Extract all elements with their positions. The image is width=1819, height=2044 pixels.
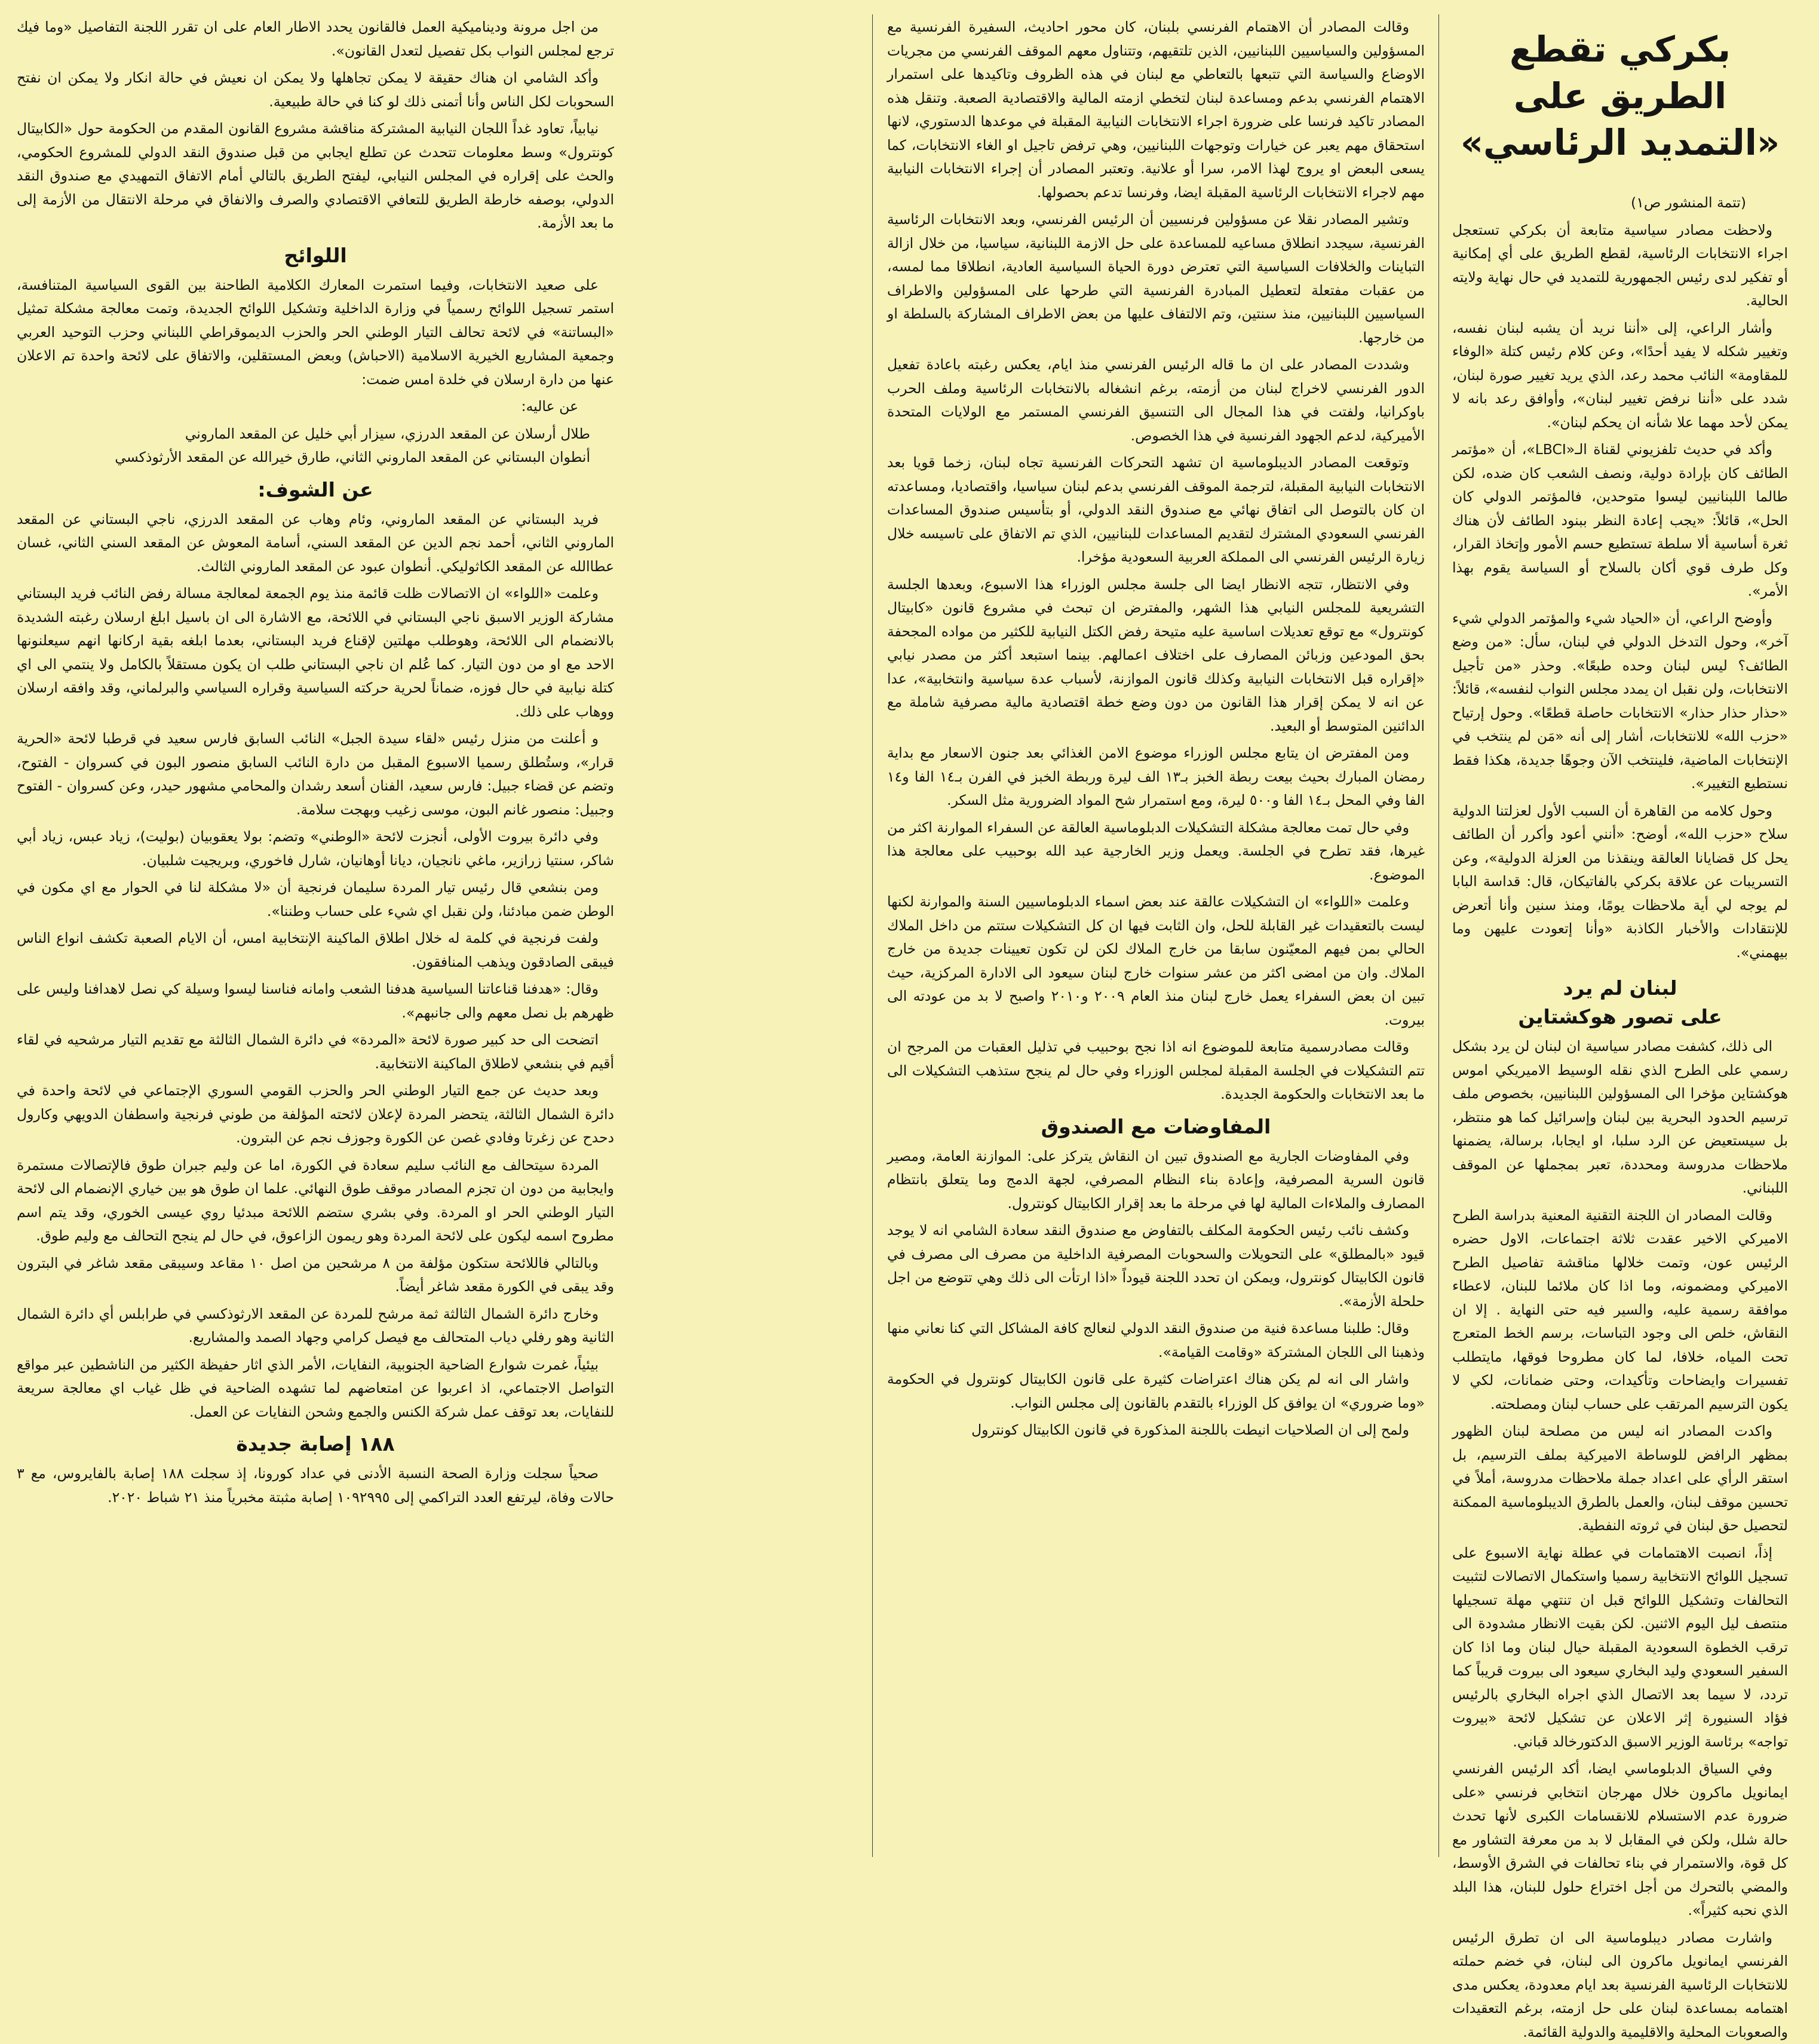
section-heading: المفاوضات مع الصندوق bbox=[887, 1113, 1425, 1141]
column-right bbox=[1452, 16, 1788, 1857]
section-heading: لبنان لم يرد bbox=[1452, 974, 1788, 1003]
paragraph: واكدت المصادر انه ليس من مصلحة لبنان الظهور بمظهر الرافض للوساطة الاميركية بملف الترسيم، بل استقر الرأي على اعداد جملة ملاحظات مدروسة، أملاً في تحسين موقف لبنان، والعمل بالطرق الديبلوماسية الممكنة لتحصيل حق لبنان في ثروته النفطية. bbox=[1452, 1420, 1788, 1538]
column-middle bbox=[887, 16, 1425, 1857]
paragraph: وأوضح الراعي، أن «الحياد شيء والمؤتمر الدولي شيء آخر»، وحول التدخل الدولي في لبنان، سأل: «من وضع الطائف؟ ليس لبنان وحده طبعًا». وحذر «من تأجيل الانتخابات، ولن نقبل ان يمدد مجلس النواب لنفسه»، قائلاً: «حذار حذار حذار» الانتخابات حاصلة قطعًا». وحول إرتياح «حزب الله» للانتخابات، أشار إلى أنه «مَن لم ينتخب في الإنتخابات الماضية، فلينتخب الآن وجوهًا جديدة، هكذا فقط نستطيع التغيير». bbox=[1452, 607, 1788, 796]
paragraph: إذاً، انصبت الاهتمامات في عطلة نهاية الاسبوع على تسجيل اللوائح الانتخابية رسميا واستكمال الاتصالات لتثبيت التحالفات وتشكيل اللوائح قبل ان تنتهي مهلة تسجيلها منتصف ليل اليوم الاثنين. لكن بقيت الانظار مشدودة الى ترقب الخطوة السعودية المقبلة حيال لبنان وما اذا كان السفير السعودي وليد البخاري سيعود الى بيروت قريباً كما تردد، لا سيما بعد الاتصال الذي اجراه البخاري بالرئيس فؤاد السنيورة إثر الاعلان عن تشكيل لائحة «بيروت تواجه» برئاسة الوزير الاسبق الدكتورخالد قباني. bbox=[1452, 1542, 1788, 1754]
paragraph: (تتمة المنشور ص١) bbox=[1452, 191, 1788, 215]
paragraph: وفي السياق الدبلوماسي ايضا، أكد الرئيس الفرنسي ايمانويل ماكرون خلال مهرجان انتخابي فرنسي «على ضرورة عدم الاستسلام للانقسامات الكبرى لأنها تحدث حالة شلل، ولكن في المقابل لا بد من معرفة التشاور مع كل قوة، والاستمرار في بناء تحالفات في الشرق الأوسط، والمضي بالتحرك من أجل اختراع حلول للبنان، هذا البلد الذي نحبه كثيراً». bbox=[1452, 1757, 1788, 1923]
paragraph: وعلمت «اللواء» ان الاتصالات ظلت قائمة منذ يوم الجمعة لمعالجة مسالة رفض النائب فريد البستاني مشاركة الوزير الاسبق ناجي البستاني في اللائحة، مع الاشارة الى ان باسيل ابلغ ارسلان رغبته الشديدة بالانضمام الى اللائحة، وهوطلب مهلتين لإقناع فريد البستاني، بعدما ابلغه بقية اركانها انهم سيعلنونها الاحد مع او من دون التيار. كما عُلم ان ناجي البستاني طلب ان يكون مستقلاً بالكامل ولا ينتمي الى اي كتلة نيابية في حال فوزه، ضماناً لحرية حركته السياسية وقراره السياسي والبرلماني، وقد وافقه ارسلان ووهاب على ذلك. bbox=[17, 582, 614, 724]
paragraph: عن عاليه: bbox=[17, 395, 614, 419]
paragraph: ومن بنشعي قال رئيس تيار المردة سليمان فرنجية أن «لا مشكلة لنا في الحوار مع اي مكون في الوطن ضمن مبادئنا، ولن نقبل اي شيء على حساب وطننا». bbox=[17, 876, 614, 923]
paragraph: وبعد حديث عن جمع التيار الوطني الحر والحزب القومي السوري الإجتماعي في لائحة واحدة في دائرة الشمال الثالثة، يتحضر المردة لإعلان لائحته المؤلفة من طوني فرنجية واسطفان الدويهي وكارول دحدح عن زغرتا وفادي غصن عن الكورة وجوزف نجم عن البترون. bbox=[17, 1079, 614, 1150]
candidate-line: أنطوان البستاني عن المقعد الماروني الثاني، طارق خيرالله عن المقعد الأرثوذكسي bbox=[17, 446, 614, 470]
section-heading: ١٨٨ إصابة جديدة bbox=[17, 1430, 614, 1458]
paragraph: وبالتالي فاللائحة ستكون مؤلفة من ٨ مرشحين من اصل ١٠ مقاعد وسيبقى مقعد شاغر في البترون وقد يبقى في الكورة مقعد شاغر أيضاً. bbox=[17, 1252, 614, 1299]
paragraph: فريد البستاني عن المقعد الماروني، وئام وهاب عن المقعد الدرزي، ناجي البستاني عن المقعد الماروني الثاني، أحمد نجم الدين عن المقعد السني، أسامة المعوش عن المقعد السني الثاني، غسان عطاالله عن المقعد الكاثوليكي. أنطوان عبود عن المقعد الماروني الثالث. bbox=[17, 508, 614, 579]
column-divider bbox=[1438, 14, 1439, 1857]
paragraph: اتضحت الى حد كبير صورة لائحة «المردة» في دائرة الشمال الثالثة مع تقديم التيار مرشحيه في لقاء أقيم في بنشعي لاطلاق الماكينة الانتخابية. bbox=[17, 1028, 614, 1075]
paragraph: وقالت المصادر ان اللجنة التقنية المعنية بدراسة الطرح الاميركي الاخير عقدت ثلاثة اجتماعات، الاول حضره الرئيس عون، وتمت خلالها مناقشة تفاصيل الطرح الاميركي ومضمونه، وما اذا كان ملائما للبنان، لاعطاء موافقة رسمية عليه، والسير فيه حتى النهاية . إلا ان النقاش، خلص الى وجود التباسات، برسم الخط المتعرج تحت المياه، خلافا، لما كان مطروحا فوقها، مايتطلب تفسيرات وايضاحات وتأكيدات، وحتى ضمانات، لكي لا يكون الترسيم المرتقب على حساب لبنان ومصلحته. bbox=[1452, 1204, 1788, 1417]
paragraph: وكشف نائب رئيس الحكومة المكلف بالتفاوض مع صندوق النقد سعادة الشامي انه لا يوجد قيود «بالمطلق» على التحويلات والسحوبات المصرفية الداخلية من مصرف الى مصرف في قانون الكابيتال كونترول، ويمكن ان تحدد اللجنة قيوداً «اذا ارتأت الى ذلك وهي تتوضع من اجل حلحلة الأزمة». bbox=[887, 1219, 1425, 1313]
candidate-line: طلال أرسلان عن المقعد الدرزي، سيزار أبي خليل عن المقعد الماروني bbox=[17, 422, 614, 446]
column-left bbox=[17, 16, 614, 1857]
column-divider bbox=[872, 14, 873, 1857]
paragraph: وقال: طلبنا مساعدة فنية من صندوق النقد الدولي لنعالج كافة المشاكل التي كنا نعاني منها وذهبنا الى اللجان المشتركة «وقامت القيامة». bbox=[887, 1317, 1425, 1364]
paragraph: ومن المفترض ان يتابع مجلس الوزراء موضوع الامن الغذائي بعد جنون الاسعار مع بداية رمضان المبارك بحيث بيعت ربطة الخبز بـ١٣ الف ليرة وربطة الخبز في الفرن بـ١٤ الفا و١٤ الفا وفي المحل بـ١٤ الفا و٥٠٠ ليرة، ومع استمرار شح المواد الضرورية مثل السكر. bbox=[887, 741, 1425, 813]
paragraph: الى ذلك، كشفت مصادر سياسية ان لبنان لن يرد بشكل رسمي على الطرح الذي نقله الوسيط الاميريكي اموس هوكشتاين مؤخرا الى المسؤولين اللبنانيين، بخصوص ملف ترسيم الحدود البحرية بين لبنان وإسرائيل كما هو منتظر، بل سيستعيض عن الرد سلبا، او ايجابا، برسالة، يضمنها ملاحظات مدروسة ومحددة، تعبر بمجملها عن الموقف اللبناني. bbox=[1452, 1035, 1788, 1200]
paragraph: ولمح إلى ان الصلاحيات انيطت باللجنة المذكورة في قانون الكابيتال كونترول bbox=[887, 1418, 1425, 1442]
paragraph: وفي الانتظار، تتجه الانظار ايضا الى جلسة مجلس الوزراء هذا الاسبوع، وبعدها الجلسة التشريعية للمجلس النيابي هذا الشهر، والمفترض ان تبحث في مشروع قانون «كابيتال كونترول» مع توقع تعديلات اساسية عليه متيحة رفض الكتل النيابية للكثير من مواده المجحفة بحق المودعين وزبائن المصارف على اختلاف اعمالهم. بينما استبعد أكثر من مصدر نيابي «إقراره قبل الانتخابات النيابية وكذلك قانون الموازنة، لأسباب عدة سياسية وانتخابية»، عدا عن انه لا يمكن إقرار هذا القانون من دون وضع خطة اقتصادية مالية مصرفية شاملة مع الدائنين المتوسط أو البعيد. bbox=[887, 573, 1425, 738]
paragraph: نيابياً، تعاود غداً اللجان النيابية المشتركة مناقشة مشروع القانون المقدم من الحكومة حول «الكابيتال كونترول» وسط معلومات تتحدث عن تطلع ايجابي من قبل صندوق النقد الدولي للمشروع الحكومي، والحث على إقراره في المجلس النيابي، ليفتح الطريق بالتالي أمام الاتفاق التمهيدي مع صندوق النقد الدولي، بوصفه خارطة الطريق للتعافي الاقتصادي والصرف والانفاق في مرحلة الانتقال من الأزمة إلى ما بعد الأزمة. bbox=[17, 117, 614, 235]
paragraph: صحياً سجلت وزارة الصحة النسبة الأدنى في عداد كورونا، إذ سجلت ١٨٨ إصابة بالفايروس، مع ٣ حالات وفاة، ليرتفع العدد التراكمي إلى ١٠٩٢٩٩٥ إصابة مثبتة مخبرياً منذ ٢١ شباط ٢٠٢٠. bbox=[17, 1462, 614, 1509]
paragraph: واشار الى انه لم يكن هناك اعتراضات كثيرة على قانون الكابيتال كونترول في الحكومة «وما ضروري» ان يوافق كل الوزراء بالتقدم بالقانون إلى مجلس النواب. bbox=[887, 1368, 1425, 1415]
paragraph: ولفت فرنجية في كلمة له خلال اطلاق الماكينة الإنتخابية امس، أن الايام الصعبة تكشف انواع الناس فيبقى الصادقون ويذهب المنافقون. bbox=[17, 927, 614, 974]
paragraph: وتشير المصادر نقلا عن مسؤولين فرنسيين أن الرئيس الفرنسي، وبعد الانتخابات الرئاسية الفرنسية، سيجدد انطلاق مساعيه للمساعدة على حل الازمة اللبنانية، سياسيا، من خلال ازالة التباينات والخلافات السياسية التي تعترض دورة الحياة السياسية العادية، انطلاقا مما لمسه، من عقبات مفتعلة لتعطيل المبادرة الفرنسية التي طرحها على المسؤولين والاطراف السياسيين اللبنانيين، منذ سنتين، وتم الالتفاف عليها من بعض الاطراف المشاركة بالسلطة او من خارجها. bbox=[887, 208, 1425, 350]
paragraph: وحول كلامه من القاهرة أن السبب الأول لعزلتنا الدولية سلاح «حزب الله»، أوضح: «أنني أعود وأكرر أن الطائف يحل كل قضايانا العالقة وينقذنا من العزلة الدولية»، وعن التسريبات عن علاقة بكركي بالفاتيكان، قال: قداسة البابا لم يوجه لي أية ملاحظات يومًا، ومنذ سنين وأنا أتعرض للإنتقادات والأخبار الكاذبة «وأنا إتعودت عليهن وما بيهمني». bbox=[1452, 799, 1788, 965]
section-heading: اللوائح bbox=[17, 241, 614, 270]
paragraph: وفي المفاوضات الجارية مع الصندوق تبين ان النقاش يتركز على: الموازنة العامة، ومصير قانون السرية المصرفية، وإعادة بناء النظام المصرفي، لجهة الدمج وما يتعلق بانتظام المصارف والملاءات المالية لها في مرحلة ما بعد إقرار الكابيتال كونترول. bbox=[887, 1145, 1425, 1216]
paragraph: من اجل مرونة وديناميكية العمل فالقانون يحدد الاطار العام على ان تقرر اللجنة التفاصيل «وما فيك ترجع لمجلس النواب بكل تفصيل لتعدل القانون». bbox=[17, 16, 614, 63]
paragraph: وفي دائرة بيروت الأولى، أنجزت لائحة «الوطني» وتضم: بولا يعقوبيان (بوليت)، زياد عبس، زياد أبي شاكر، سنتيا زرازير، ماغي نانجيان، ديانا أوهانيان، شارل فاخوري، وبريجيت شلبيان. bbox=[17, 825, 614, 872]
paragraph: وقالت المصادر أن الاهتمام الفرنسي بلبنان، كان محور احاديث، السفيرة الفرنسية مع المسؤولين والسياسيين اللبنانيين، الذين تلتقيهم، وتتناول معهم الموقف الفرنسي من مجريات الاوضاع والسياسة التي تتبعها بالتعاطي مع لبنان في هذه الظروف وتاكيدها على استمرار الاهتمام الفرنسي بدعم ومساعدة لبنان لتخطي ازمته المالية والاقتصادية الصعبة. وتنقل هذه المصادر تاكيد فرنسا على ضرورة اجراء الانتخابات النيابية المقبلة في موعدها الدستوري، لانها استحقاق مهم يعبر عن خيارات وتوجهات اللبنانيين، وهي ترفض تاجيل او الغاء الانتخابات، كما يسعى البعض او يروج لهذا الامر، سرا أو علانية. وتعتبر المصادر أن إجراء الانتخابات النيابية مهم لاجراء الانتخابات الرئاسية المقبلة ايضا، وفرنسا تدعم بحصولها. bbox=[887, 16, 1425, 204]
paragraph: وأكد الشامي ان هناك حقيقة لا يمكن تجاهلها ولا يمكن ان نعيش في حالة انكار ولا يمكن ان نفتح السحوبات لكل الناس وأنا أتمنى ذلك لو كنا في حالة طبيعية. bbox=[17, 66, 614, 114]
paragraph: وأكد في حديث تلفزيوني لقناة الـ«LBCI»، أن «مؤتمر الطائف كان بإرادة دولية، ونصف الشعب كان ضده، لكن طالما اللبنانيين ليسوا متوحدين، فالمؤتمر الدولي كان الحل»، قائلاً: «يجب إعادة النظر ببنود الطائف لأن هناك ثغرة أساسية ألا سلطة تستطيع حسم الأمور وإتخاذ القرار، وكل طرف قوي أكان بالسلاح أو السياسة يقوم بهذا الأمر». bbox=[1452, 438, 1788, 603]
paragraph: ولاحظت مصادر سياسية متابعة أن بكركي تستعجل اجراء الانتخابات الرئاسية، لقطع الطريق على أي إمكانية أو تفكير لدى رئيس الجمهورية للتمديد في حال نهاية ولايته الحالية. bbox=[1452, 219, 1788, 313]
paragraph: وشددت المصادر على ان ما قاله الرئيس الفرنسي منذ ايام، يعكس رغبته باعادة تفعيل الدور الفرنسي لاخراج لبنان من أزمته، برغم انشغاله بالانتخابات الرئاسية وملف الحرب باوكرانيا، ولفتت في هذا المجال الى التنسيق الفرنسي المستمر مع الولايات المتحدة الأميركية، لدعم الجهود الفرنسية في هذا الخصوص. bbox=[887, 353, 1425, 448]
paragraph: وقال: «هدفنا قناعاتنا السياسية هدفنا الشعب وامانه فناسنا ليسوا وسيلة كي نصل لاهدافنا وليس على ظهرهم بل نصل معهم والى جانبهم». bbox=[17, 977, 614, 1025]
paragraph: وقالت مصادرسمية متابعة للموضوع انه اذا نجح بوحبيب في تذليل العقبات من المرجح ان تتم التشكيلات في الجلسة المقبلة لمجلس الوزراء وفي حال لم ينجح ستذهب التشكيلات الى ما بعد الانتخابات والحكومة الجديدة. bbox=[887, 1035, 1425, 1107]
section-heading: على تصور هوكشتاين bbox=[1452, 1003, 1788, 1031]
section-heading: عن الشوف: bbox=[17, 476, 614, 504]
paragraph: وعلمت «اللواء» ان التشكيلات عالقة عند بعض اسماء الدبلوماسيين السنة والموارنة لكنها ليست بالتعقيدات غير القابلة للحل، وان الثابت فيها ان كل التشكيلات ستتم من داخل الملاك الحالي بمن فيهم المعيّنون سابقا من خارج الملاك لكن لن تكون تعيينات جديدة من خارج الملاك. وان من امضى اكثر من عشر سنوات خارج لبنان سيعود الى الادارة المركزية، حيث تبين ان بعض السفراء يعمل خارج لبنان منذ العام ٢٠٠٩ و٢٠١٠ واصبح لا بد من عودته الى بيروت. bbox=[887, 890, 1425, 1032]
paragraph: على صعيد الانتخابات، وفيما استمرت المعارك الكلامية الطاحنة بين القوى السياسية المتنافسة، استمر تسجيل اللوائح رسمياً في وزارة الداخلية وتشكيل اللوائح الجديدة، وتمت معالجة مشكلة تمثيل «البساتنة» في لائحة تحالف التيار الوطني الحر والحزب الديموقراطي اللبناني وحزب التوحيد العربي وجمعية المشاريع الخيرية الاسلامية (الاحباش) وبعض المستقلين، والاتفاق على لائحة واحدة تم الاعلان عنها من دارة ارسلان في خلدة امس ضمت: bbox=[17, 274, 614, 392]
paragraph: وتوقعت المصادر الديبلوماسية ان تشهد التحركات الفرنسية تجاه لبنان، زخما قويا بعد الانتخابات النيابية المقبلة، لترجمة الموقف الفرنسي بدعم لبنان سياسيا، واقتصاديا، ومساعدته ان كان بالتوصل الى اتفاق نهائي مع صندوق النقد الدولي، أو بتأسيس صندوق المساعدات الفرنسي السعودي المشترك لتقديم المساعدات للبنانيين، الذي تم الاتفاق على تاسيسه خلال زيارة الرئيس الفرنسي الى المملكة العربية السعودية مؤخرا. bbox=[887, 451, 1425, 569]
paragraph: واشارت مصادر ديبلوماسية الى ان تطرق الرئيس الفرنسي ايمانويل ماكرون الى لبنان، في خضم حملته للانتخابات الرئاسية الفرنسية بعد ايام معدودة، يعكس مدى اهتمامه بمساعدة لبنان على حل ازمته، برغم التعقيدات والصعوبات المحلية والاقليمية والدولية القائمة. bbox=[1452, 1926, 1788, 2044]
paragraph: بيئياً، غمرت شوارع الضاحية الجنوبية، النفايات، الأمر الذي اثار حفيظة الكثير من الناشطين عبر مواقع التواصل الاجتماعي، اذ اعربوا عن امتعاضهم لما تشهده الضاحية في ظل غياب اي معالجة سريعة للنفايات، بعد توقف عمل شركة الكنس والجمع وشحن النفايات عن العمل. bbox=[17, 1353, 614, 1424]
headline: بكركي تقطع الطريق على «التمديد الرئاسي» bbox=[1452, 26, 1788, 166]
paragraph: و أعلنت من منزل رئيس «لقاء سيدة الجبل» النائب السابق فارس سعيد في قرطبا لائحة «الحرية قرار»، وستُطلق رسميا الاسبوع المقبل من دارة النائب السابق منصور البون في كسروان - الفتوح، وتضم عن قضاء جبيل: فارس سعيد، الفنان أسعد رشدان والمحامي مشهور حيدر، وعن كسروان - الفتوح وجبيل: منصور غانم البون، موسى زغيب وبهجت سلامة. bbox=[17, 727, 614, 822]
paragraph: وخارج دائرة الشمال الثالثة ثمة مرشح للمردة عن المقعد الارثوذكسي في طرابلس أي دائرة الشمال الثانية وهو رفلي دياب المتحالف مع فيصل كرامي وجهاد الصمد والمشاريع. bbox=[17, 1303, 614, 1350]
paragraph: المردة سيتحالف مع النائب سليم سعادة في الكورة، اما عن وليم جبران طوق فالإتصالات مستمرة وايجابية من دون ان تجزم المصادر موقف طوق النهائي. علما ان طوق هو بين خياري الإنضمام الى لائحة التيار الوطني الحر او المردة. وفي بشري ستضم اللائحة مبدئيا روي عيسى الخوري، وقد يتم اسم مطروح اسمه ليكون على لائحة المردة وهو ريمون الزاعوق، في حال لم ينجح التحالف مع وليم طوق. bbox=[17, 1154, 614, 1248]
paragraph: وفي حال تمت معالجة مشكلة التشكيلات الدبلوماسية العالقة عن السفراء الموارنة اكثر من غيرها، فقد تطرح في الجلسة. ويعمل وزير الخارجية عبد الله بوحبيب على معالجة هذا الموضوع. bbox=[887, 816, 1425, 887]
paragraph: وأشار الراعي، إلى «أننا نريد أن يشبه لبنان نفسه، وتغيير شكله لا يفيد أحدًا»، وعن كلام رئيس كتلة «الوفاء للمقاومة» النائب محمد رعد، الذي يريد تغيير صورة لبنان، شدد على «أننا نرفض تغيير لبنان»، وأوافق رعد بانه لا يمكن لأحد مهما علا شأنه ان يحكم لبنان». bbox=[1452, 317, 1788, 435]
